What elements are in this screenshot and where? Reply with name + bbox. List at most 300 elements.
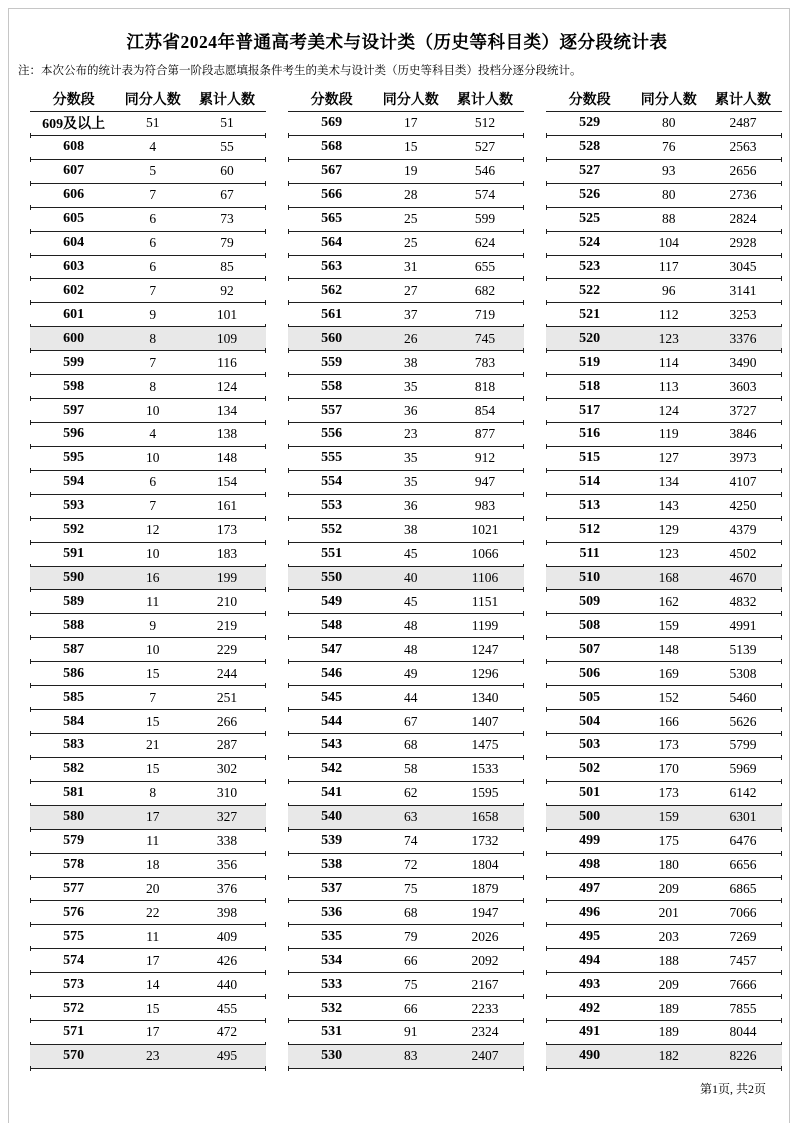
score-range: 591 xyxy=(63,546,85,562)
cumulative-count: 912 xyxy=(474,450,496,466)
table-row xyxy=(288,351,524,375)
table-row xyxy=(546,806,782,830)
table-row xyxy=(30,327,266,351)
same-score-count: 117 xyxy=(658,258,679,274)
score-range: 544 xyxy=(321,713,343,729)
cumulative-count: 5460 xyxy=(729,689,757,705)
score-range: 498 xyxy=(579,857,601,873)
score-range: 494 xyxy=(579,952,601,968)
table-row xyxy=(30,447,266,471)
cumulative-count: 327 xyxy=(216,809,238,825)
table-row xyxy=(288,878,524,902)
same-score-count: 17 xyxy=(145,809,160,825)
score-range: 540 xyxy=(321,809,343,825)
score-range: 546 xyxy=(321,665,343,681)
cumulative-count: 4379 xyxy=(729,522,757,538)
score-range: 581 xyxy=(63,785,85,801)
cumulative-count: 60 xyxy=(220,163,234,179)
same-score-count: 209 xyxy=(658,880,679,896)
table-row xyxy=(546,614,782,638)
table-row xyxy=(288,638,524,662)
column-header: 分数段 xyxy=(568,93,611,108)
same-score-count: 168 xyxy=(658,569,679,585)
cumulative-count: 85 xyxy=(220,258,234,274)
table-row xyxy=(546,758,782,782)
cumulative-count: 7855 xyxy=(729,1000,757,1016)
table-row xyxy=(288,1045,524,1069)
cumulative-count: 3846 xyxy=(729,426,757,442)
score-range: 535 xyxy=(321,928,343,944)
score-range: 516 xyxy=(579,426,601,442)
cumulative-count: 440 xyxy=(216,976,238,992)
table-row xyxy=(546,375,782,399)
cumulative-count: 8226 xyxy=(729,1048,757,1064)
same-score-count: 201 xyxy=(658,904,679,920)
same-score-count: 15 xyxy=(145,761,160,777)
table-row xyxy=(30,734,266,758)
table-row xyxy=(546,471,782,495)
same-score-count: 7 xyxy=(149,498,157,514)
score-range: 599 xyxy=(63,354,85,370)
table-row xyxy=(288,232,524,256)
same-score-count: 159 xyxy=(658,617,679,633)
cumulative-count: 51 xyxy=(220,115,234,131)
same-score-count: 74 xyxy=(403,833,418,849)
same-score-count: 124 xyxy=(658,402,679,418)
score-range: 521 xyxy=(579,306,601,322)
table-row xyxy=(288,399,524,423)
same-score-count: 45 xyxy=(403,546,418,562)
score-range: 598 xyxy=(63,378,85,394)
cumulative-count: 2487 xyxy=(729,115,757,131)
same-score-count: 4 xyxy=(149,139,157,155)
score-range: 606 xyxy=(63,187,85,203)
table-row xyxy=(546,447,782,471)
cumulative-count: 1151 xyxy=(471,593,499,609)
score-range: 559 xyxy=(321,354,343,370)
table-row xyxy=(546,423,782,447)
score-range: 570 xyxy=(63,1048,85,1064)
same-score-count: 18 xyxy=(145,857,160,873)
same-score-count: 37 xyxy=(403,306,418,322)
table-row xyxy=(30,232,266,256)
table-row xyxy=(30,495,266,519)
cumulative-count: 219 xyxy=(216,617,238,633)
table-row xyxy=(30,112,266,136)
cumulative-count: 4107 xyxy=(729,474,757,490)
score-range: 523 xyxy=(579,258,601,274)
score-range: 526 xyxy=(579,187,601,203)
same-score-count: 127 xyxy=(658,450,679,466)
score-range: 501 xyxy=(579,785,601,801)
table-row xyxy=(288,710,524,734)
table-row xyxy=(288,208,524,232)
cumulative-count: 3045 xyxy=(729,258,757,274)
table-row xyxy=(546,567,782,591)
table-row xyxy=(288,471,524,495)
table-row xyxy=(546,590,782,614)
column-header: 分数段 xyxy=(310,93,353,108)
score-range: 571 xyxy=(63,1024,85,1040)
same-score-count: 209 xyxy=(658,976,679,992)
score-range: 607 xyxy=(63,163,85,179)
table-row xyxy=(288,160,524,184)
same-score-count: 75 xyxy=(403,880,418,896)
table-row xyxy=(30,878,266,902)
same-score-count: 170 xyxy=(658,761,679,777)
same-score-count: 27 xyxy=(403,282,418,298)
same-score-count: 15 xyxy=(403,139,418,155)
cumulative-count: 229 xyxy=(216,641,238,657)
score-range: 490 xyxy=(579,1048,601,1064)
page-title: 江苏省2024年普通高考美术与设计类（历史等科目类）逐分段统计表 xyxy=(126,32,668,52)
cumulative-count: 455 xyxy=(216,1000,238,1016)
table-row xyxy=(30,758,266,782)
score-table xyxy=(546,87,782,1069)
cumulative-count: 4991 xyxy=(729,617,757,633)
table-row xyxy=(30,662,266,686)
same-score-count: 159 xyxy=(658,809,679,825)
cumulative-count: 599 xyxy=(474,211,496,227)
column-header: 累计人数 xyxy=(457,93,514,108)
cumulative-count: 4502 xyxy=(729,546,757,562)
cumulative-count: 818 xyxy=(474,378,496,394)
score-range: 560 xyxy=(321,330,343,346)
score-range: 552 xyxy=(321,522,343,538)
score-range: 505 xyxy=(579,689,601,705)
cumulative-count: 409 xyxy=(216,928,238,944)
table-row xyxy=(30,399,266,423)
same-score-count: 49 xyxy=(403,665,418,681)
score-range: 509 xyxy=(579,593,601,609)
table-header-row xyxy=(30,87,266,112)
same-score-count: 62 xyxy=(403,785,418,801)
score-range: 519 xyxy=(579,354,601,370)
same-score-count: 28 xyxy=(403,187,418,203)
same-score-count: 15 xyxy=(145,713,160,729)
score-range: 554 xyxy=(321,474,343,490)
cumulative-count: 7269 xyxy=(729,928,757,944)
score-range: 496 xyxy=(579,904,601,920)
cumulative-count: 495 xyxy=(216,1048,238,1064)
column-header: 累计人数 xyxy=(199,93,256,108)
score-range: 569 xyxy=(321,115,343,131)
table-row xyxy=(288,447,524,471)
table-row xyxy=(288,375,524,399)
table-row xyxy=(288,256,524,280)
same-score-count: 35 xyxy=(403,474,418,490)
cumulative-count: 244 xyxy=(216,665,238,681)
score-range: 562 xyxy=(321,282,343,298)
score-range: 542 xyxy=(321,761,343,777)
same-score-count: 72 xyxy=(403,857,418,873)
table-row xyxy=(288,925,524,949)
score-range: 602 xyxy=(63,282,85,298)
table-row xyxy=(30,590,266,614)
table-row xyxy=(288,949,524,973)
same-score-count: 8 xyxy=(149,785,157,801)
same-score-count: 112 xyxy=(658,306,679,322)
cumulative-count: 109 xyxy=(216,330,238,346)
same-score-count: 123 xyxy=(658,330,679,346)
cumulative-count: 1066 xyxy=(471,546,499,562)
cumulative-count: 398 xyxy=(216,904,238,920)
cumulative-count: 512 xyxy=(474,115,496,131)
score-range: 601 xyxy=(63,306,85,322)
same-score-count: 10 xyxy=(145,641,160,657)
same-score-count: 38 xyxy=(403,354,418,370)
score-range: 583 xyxy=(63,737,85,753)
score-range: 522 xyxy=(579,282,601,298)
same-score-count: 180 xyxy=(658,857,679,873)
cumulative-count: 546 xyxy=(474,163,496,179)
same-score-count: 17 xyxy=(145,952,160,968)
score-table xyxy=(30,87,266,1069)
same-score-count: 25 xyxy=(403,235,418,251)
score-range: 524 xyxy=(579,235,601,251)
same-score-count: 14 xyxy=(145,976,160,992)
cumulative-count: 1595 xyxy=(471,785,499,801)
same-score-count: 129 xyxy=(658,522,679,538)
score-range: 500 xyxy=(579,809,601,825)
same-score-count: 10 xyxy=(145,402,160,418)
same-score-count: 66 xyxy=(403,1000,418,1016)
table-row xyxy=(288,997,524,1021)
cumulative-count: 310 xyxy=(216,785,238,801)
table-row xyxy=(30,973,266,997)
table-row xyxy=(546,925,782,949)
score-range: 514 xyxy=(579,474,601,490)
same-score-count: 58 xyxy=(403,761,418,777)
cumulative-count: 287 xyxy=(216,737,238,753)
score-range: 553 xyxy=(321,498,343,514)
same-score-count: 162 xyxy=(658,593,679,609)
cumulative-count: 6865 xyxy=(729,880,757,896)
cumulative-count: 2563 xyxy=(729,139,757,155)
same-score-count: 7 xyxy=(149,282,157,298)
table-row xyxy=(30,519,266,543)
cumulative-count: 8044 xyxy=(729,1024,757,1040)
score-range: 582 xyxy=(63,761,85,777)
cumulative-count: 1247 xyxy=(471,641,499,657)
table-row xyxy=(288,543,524,567)
score-range: 550 xyxy=(321,569,343,585)
table-row xyxy=(546,1021,782,1045)
score-range: 605 xyxy=(63,211,85,227)
cumulative-count: 1804 xyxy=(471,857,499,873)
table-row xyxy=(288,854,524,878)
same-score-count: 134 xyxy=(658,474,679,490)
score-range: 502 xyxy=(579,761,601,777)
table-row xyxy=(288,184,524,208)
cumulative-count: 251 xyxy=(216,689,238,705)
same-score-count: 75 xyxy=(403,976,418,992)
cumulative-count: 527 xyxy=(474,139,496,155)
score-range: 536 xyxy=(321,904,343,920)
score-range: 538 xyxy=(321,857,343,873)
cumulative-count: 2026 xyxy=(471,928,499,944)
same-score-count: 21 xyxy=(145,737,160,753)
score-range: 532 xyxy=(321,1000,343,1016)
table-row xyxy=(546,160,782,184)
score-range: 551 xyxy=(321,546,343,562)
note-text: 注：本次公布的统计表为符合第一阶段志愿填报条件考生的美术与设计类（历史等科目类）投档分逐分段统计。 xyxy=(18,65,582,77)
table-row xyxy=(288,686,524,710)
score-range: 574 xyxy=(63,952,85,968)
same-score-count: 119 xyxy=(658,426,679,442)
same-score-count: 203 xyxy=(658,928,679,944)
table-row xyxy=(30,1045,266,1069)
score-range: 604 xyxy=(63,235,85,251)
same-score-count: 10 xyxy=(145,546,160,562)
table-row xyxy=(30,830,266,854)
cumulative-count: 124 xyxy=(216,378,238,394)
cumulative-count: 1475 xyxy=(471,737,499,753)
table-row xyxy=(288,806,524,830)
table-row xyxy=(546,997,782,1021)
same-score-count: 40 xyxy=(403,569,418,585)
cumulative-count: 7066 xyxy=(729,904,757,920)
same-score-count: 26 xyxy=(403,330,418,346)
table-row xyxy=(546,495,782,519)
cumulative-count: 745 xyxy=(474,330,496,346)
same-score-count: 25 xyxy=(403,211,418,227)
table-row xyxy=(546,830,782,854)
score-range: 507 xyxy=(579,641,601,657)
table-row xyxy=(30,303,266,327)
cumulative-count: 67 xyxy=(220,187,234,203)
same-score-count: 189 xyxy=(658,1024,679,1040)
table-row xyxy=(288,1021,524,1045)
score-range: 547 xyxy=(321,641,343,657)
table-row xyxy=(30,160,266,184)
cumulative-count: 1947 xyxy=(471,904,499,920)
same-score-count: 12 xyxy=(145,522,160,538)
table-row xyxy=(546,854,782,878)
table-row xyxy=(546,1045,782,1069)
same-score-count: 19 xyxy=(403,163,418,179)
table-row xyxy=(288,495,524,519)
same-score-count: 44 xyxy=(403,689,418,705)
cumulative-count: 3253 xyxy=(729,306,757,322)
same-score-count: 35 xyxy=(403,450,418,466)
score-range: 577 xyxy=(63,880,85,896)
score-range: 572 xyxy=(63,1000,85,1016)
cumulative-count: 3727 xyxy=(729,402,757,418)
table-row xyxy=(30,351,266,375)
table-row xyxy=(546,686,782,710)
same-score-count: 16 xyxy=(145,569,160,585)
score-range: 561 xyxy=(321,306,343,322)
score-range: 493 xyxy=(579,976,601,992)
same-score-count: 104 xyxy=(658,235,679,251)
score-range: 585 xyxy=(63,689,85,705)
table-row xyxy=(288,614,524,638)
table-row xyxy=(288,590,524,614)
same-score-count: 152 xyxy=(658,689,679,705)
same-score-count: 38 xyxy=(403,522,418,538)
table-row xyxy=(546,901,782,925)
same-score-count: 4 xyxy=(149,426,157,442)
score-range: 563 xyxy=(321,258,343,274)
same-score-count: 6 xyxy=(149,474,157,490)
table-row xyxy=(546,256,782,280)
same-score-count: 17 xyxy=(403,115,418,131)
table-row xyxy=(30,136,266,160)
score-range: 575 xyxy=(63,928,85,944)
column-header: 同分人数 xyxy=(124,93,181,108)
score-range: 508 xyxy=(579,617,601,633)
cumulative-count: 338 xyxy=(216,833,238,849)
table-row xyxy=(30,710,266,734)
same-score-count: 83 xyxy=(403,1048,418,1064)
score-range: 499 xyxy=(579,833,601,849)
score-range: 557 xyxy=(321,402,343,418)
same-score-count: 68 xyxy=(403,904,418,920)
score-table xyxy=(288,87,524,1069)
cumulative-count: 5308 xyxy=(729,665,757,681)
same-score-count: 173 xyxy=(658,737,679,753)
cumulative-count: 1106 xyxy=(471,569,499,585)
same-score-count: 9 xyxy=(149,306,157,322)
table-row xyxy=(288,734,524,758)
cumulative-count: 2407 xyxy=(471,1048,499,1064)
table-row xyxy=(288,519,524,543)
table-header-row xyxy=(288,87,524,112)
cumulative-count: 101 xyxy=(216,306,238,322)
table-row xyxy=(546,949,782,973)
cumulative-count: 3603 xyxy=(729,378,757,394)
score-range: 495 xyxy=(579,928,601,944)
score-range: 491 xyxy=(579,1024,601,1040)
cumulative-count: 574 xyxy=(474,187,496,203)
cumulative-count: 783 xyxy=(474,354,496,370)
cumulative-count: 2324 xyxy=(471,1024,499,1040)
cumulative-count: 2824 xyxy=(729,211,757,227)
column-header: 同分人数 xyxy=(382,93,439,108)
table-row xyxy=(546,638,782,662)
cumulative-count: 682 xyxy=(474,282,496,298)
same-score-count: 11 xyxy=(146,928,160,944)
score-range: 525 xyxy=(579,211,601,227)
same-score-count: 68 xyxy=(403,737,418,753)
cumulative-count: 624 xyxy=(474,235,496,251)
same-score-count: 48 xyxy=(403,617,418,633)
same-score-count: 80 xyxy=(661,187,676,203)
table-row xyxy=(30,184,266,208)
same-score-count: 63 xyxy=(403,809,418,825)
table-row xyxy=(546,279,782,303)
score-range: 592 xyxy=(63,522,85,538)
cumulative-count: 356 xyxy=(216,857,238,873)
cumulative-count: 161 xyxy=(216,498,238,514)
score-range: 556 xyxy=(321,426,343,442)
cumulative-count: 7457 xyxy=(729,952,757,968)
score-range: 528 xyxy=(579,139,601,155)
score-range: 549 xyxy=(321,593,343,609)
same-score-count: 96 xyxy=(661,282,676,298)
same-score-count: 31 xyxy=(403,258,418,274)
cumulative-count: 116 xyxy=(217,354,237,370)
table-row xyxy=(546,878,782,902)
score-range: 603 xyxy=(63,258,85,274)
table-row xyxy=(288,327,524,351)
table-row xyxy=(546,303,782,327)
score-range: 578 xyxy=(63,857,85,873)
score-range: 590 xyxy=(63,569,85,585)
same-score-count: 114 xyxy=(658,354,679,370)
same-score-count: 182 xyxy=(658,1048,679,1064)
